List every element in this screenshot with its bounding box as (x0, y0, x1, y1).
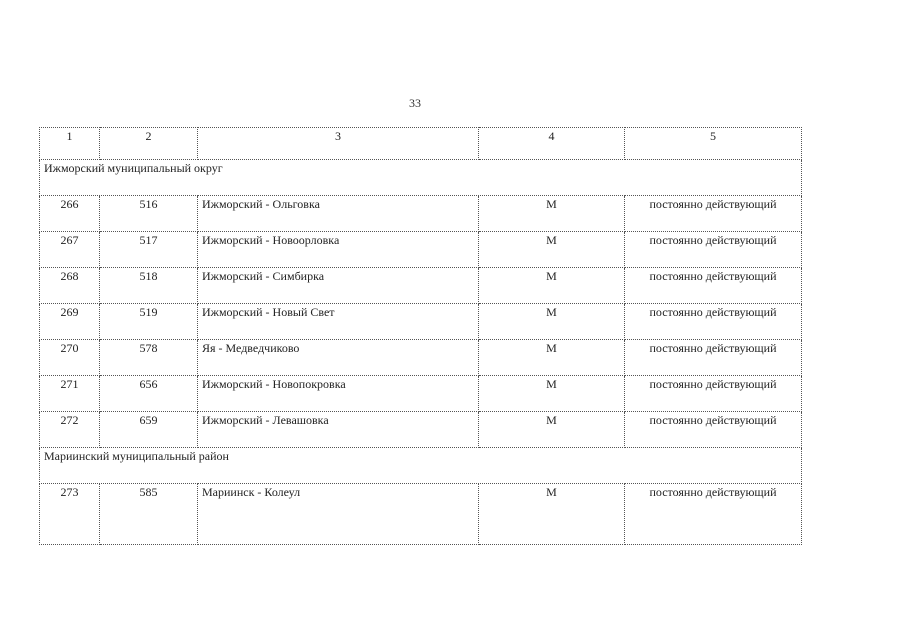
route-number: 659 (100, 412, 198, 448)
table-row (40, 412, 802, 448)
column-header-5: 5 (625, 128, 802, 160)
row-number: 270 (40, 340, 100, 376)
route-mode: постоянно действующий (625, 268, 802, 304)
route-type: М (479, 304, 625, 340)
table-row (40, 484, 802, 545)
table-row (40, 268, 802, 304)
route-mode: постоянно действующий (625, 304, 802, 340)
route-type: М (479, 196, 625, 232)
table-row (40, 232, 802, 268)
route-name: Ижморский - Левашовка (198, 412, 479, 448)
route-name: Яя - Медведчиково (198, 340, 479, 376)
route-mode: постоянно действующий (625, 376, 802, 412)
table-header-row (40, 128, 802, 160)
column-header-4: 4 (479, 128, 625, 160)
route-name: Ижморский - Симбирка (198, 268, 479, 304)
route-name: Ижморский - Новопокровка (198, 376, 479, 412)
route-number: 516 (100, 196, 198, 232)
route-type: М (479, 484, 625, 545)
route-name: Ижморский - Ольговка (198, 196, 479, 232)
route-name: Мариинск - Колеул (198, 484, 479, 545)
table-row (40, 340, 802, 376)
section-row-mariinsky (40, 448, 802, 484)
table-row (40, 304, 802, 340)
route-type: М (479, 268, 625, 304)
row-number: 271 (40, 376, 100, 412)
route-mode: постоянно действующий (625, 340, 802, 376)
column-header-1: 1 (40, 128, 100, 160)
route-number: 517 (100, 232, 198, 268)
column-header-2: 2 (100, 128, 198, 160)
row-number: 272 (40, 412, 100, 448)
column-header-3: 3 (198, 128, 479, 160)
route-type: М (479, 412, 625, 448)
table-row (40, 376, 802, 412)
row-number: 266 (40, 196, 100, 232)
row-number: 273 (40, 484, 100, 545)
table-row (40, 196, 802, 232)
page-number: 33 (409, 96, 421, 110)
row-number: 267 (40, 232, 100, 268)
route-name: Ижморский - Новый Свет (198, 304, 479, 340)
route-mode: постоянно действующий (625, 412, 802, 448)
section-row-izhmorsky (40, 160, 802, 196)
route-mode: постоянно действующий (625, 484, 802, 545)
row-number: 269 (40, 304, 100, 340)
route-type: М (479, 232, 625, 268)
route-type: М (479, 376, 625, 412)
route-name: Ижморский - Новоорловка (198, 232, 479, 268)
route-number: 585 (100, 484, 198, 545)
route-number: 656 (100, 376, 198, 412)
routes-table (39, 127, 802, 545)
section-title: Ижморский муниципальный округ (40, 160, 802, 196)
route-number: 578 (100, 340, 198, 376)
route-number: 519 (100, 304, 198, 340)
route-mode: постоянно действующий (625, 196, 802, 232)
section-title: Мариинский муниципальный район (40, 448, 802, 484)
route-type: М (479, 340, 625, 376)
route-number: 518 (100, 268, 198, 304)
row-number: 268 (40, 268, 100, 304)
route-mode: постоянно действующий (625, 232, 802, 268)
